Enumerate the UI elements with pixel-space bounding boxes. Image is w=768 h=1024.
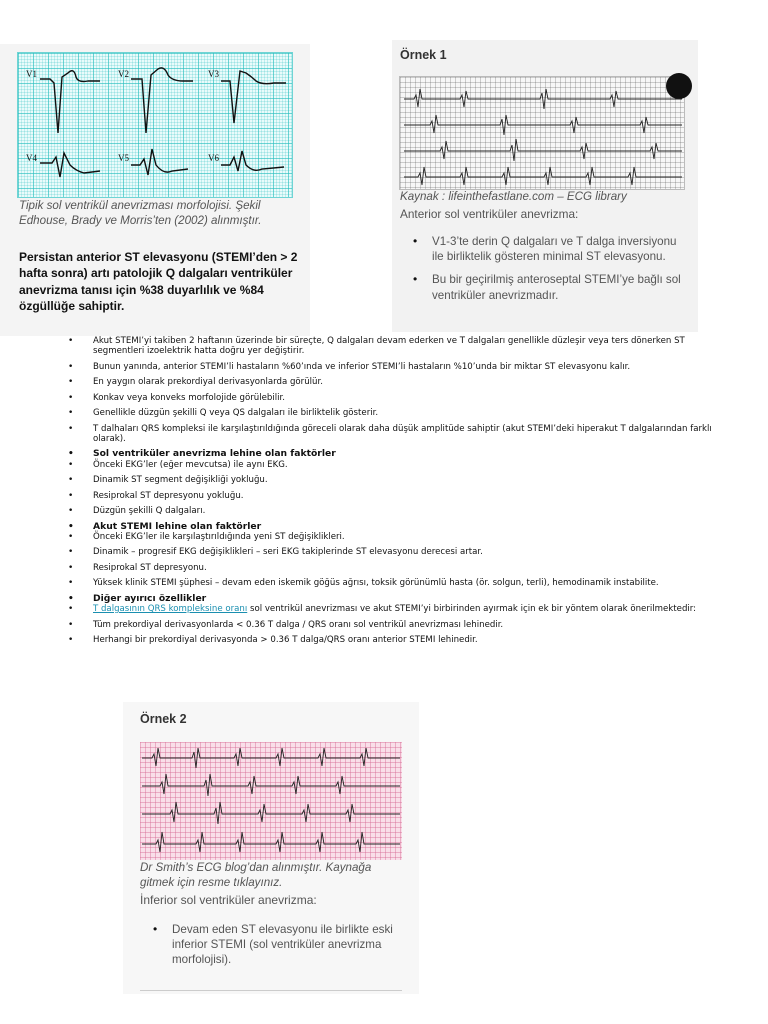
lead-label-v2: V2 [118, 69, 129, 79]
lead-label-v3: V3 [208, 69, 219, 79]
example2-caption: Dr Smith’s ECG blog’dan alınmıştır. Kaynağa gitmek için resme tıklayınız. [140, 861, 372, 889]
list-item: • Akut STEMI’yi takiben 2 haftanın üzerinde bir süreçte, Q dalgaları devam ederken ve T dalgaları genellikle düzleşir veya ters dönerken ST segmentleri izoelektrik hatta doğru yer değiştirir. [0, 336, 768, 356]
lead-label-v5: V5 [118, 153, 129, 163]
list-item: • V1-3’te derin Q dalgaları ve T dalga inversiyonu ile birliktelik gösteren minimal ST elevasyonu. [400, 234, 690, 264]
list-item: • Resiprokal ST depresyonu yokluğu. [0, 491, 768, 501]
t-qrs-ratio-text: sol ventrikül anevrizması ve akut STEMI’yi birbirinden ayırmak için ek bir yöntem olarak önerilmektedir: [247, 604, 697, 615]
list-item: • Dinamik ST segment değişikliği yokluğu. [0, 475, 768, 485]
example1-title: Örnek 1 [400, 48, 447, 62]
figure-left-bold-text: Persistan anterior ST elevasyonu (STEMI’den > 2 hafta sonra) artı patolojik Q dalgaları ventriküler anevrizma tanısı için %38 duyarlılık ve %84 özgüllüğe sahiptir. [19, 250, 298, 314]
trace-v3 [221, 71, 286, 123]
trace-v4 [40, 153, 100, 177]
t-qrs-ratio-item [0, 604, 768, 614]
example2-title: Örnek 2 [140, 712, 187, 726]
example2-subtitle: İnferior sol ventriküler anevrizma: [140, 893, 317, 907]
list-item: • Konkav veya konveks morfolojide görülebilir. [0, 393, 768, 403]
list-item: • Devam eden ST elevasyonu ile birlikte eski inferior STEMI (sol ventriküler anevrizma morfolojisi). [140, 922, 402, 968]
lva-factors-heading: • Sol ventriküler anevrizma lehine olan faktörler [0, 449, 768, 459]
list-item: • T dalhaları QRS kompleksi ile karşılaştırıldığında göreceli olarak daha düşük amplitüde sahiptir (akut STEMI’deki hiperakut T dalgalarından farklı olarak). [0, 424, 768, 444]
lead-label-v6: V6 [208, 153, 219, 163]
example1-subtitle: Anterior sol ventriküler anevrizma: [400, 207, 579, 221]
list-item: • En yaygın olarak prekordiyal derivasyonlarda görülür. [0, 377, 768, 387]
trace-v2 [131, 68, 193, 133]
example1-panel [392, 40, 698, 332]
example2-ecg-image[interactable] [140, 742, 402, 860]
figure-left-caption: Tipik sol ventrikül anevrizması morfolojisi. Şekil Edhouse, Brady ve Morris’ten (2002) alınmıştır. [19, 199, 262, 227]
list-item: • Dinamik – progresif EKG değişiklikleri – seri EKG takiplerinde ST elevasyonu derecesi artar. [0, 547, 768, 557]
list-item: • Genellikle düzgün şekilli Q veya QS dalgaları ile birliktelik gösterir. [0, 408, 768, 418]
list-item: • Önceki EKG’ler (eğer mevcutsa) ile aynı EKG. [0, 460, 768, 470]
example1-ecg-image[interactable] [399, 76, 685, 190]
divider [140, 990, 402, 991]
lead-label-v1: V1 [26, 69, 37, 79]
list-item: • Bu bir geçirilmiş anteroseptal STEMI’ye bağlı sol ventriküler anevrizmadır. [400, 272, 690, 302]
list-item: • Resiprokal ST depresyonu. [0, 563, 768, 573]
list-item: • Herhangi bir prekordiyal derivasyonda > 0.36 T dalga/QRS oranı anterior STEMI lehinedir. [0, 635, 768, 645]
other-features-heading: • Diğer ayırıcı özellikler [0, 594, 768, 604]
trace-v5 [131, 149, 188, 175]
example1-bullet-list [400, 234, 690, 311]
list-item: • Tüm prekordiyal derivasyonlarda < 0.36 T dalga / QRS oranı sol ventrikül anevrizması lehinedir. [0, 620, 768, 630]
list-item: • Önceki EKG’ler ile karşılaştırıldığında yeni ST değişiklikleri. [0, 532, 768, 542]
trace-v1 [40, 71, 100, 133]
main-bullet-list [0, 336, 768, 651]
t-qrs-ratio-link[interactable]: T dalgasının QRS kompleksine oranı [93, 604, 248, 615]
trace-v6 [221, 151, 284, 171]
example1-source: Kaynak : lifeinthefastlane.com – ECG library [400, 190, 627, 203]
list-item: • Düzgün şekilli Q dalgaları. [0, 506, 768, 516]
example2-bullet-list [140, 922, 402, 976]
example2-panel [123, 702, 419, 994]
lv-aneurysm-ecg-image [17, 52, 293, 198]
list-item: • Yüksek klinik STEMI şüphesi – devam eden iskemik göğüs ağrısı, toksik görünümlü hasta (ör. solgun, terli), hemodinamik instabilite. [0, 578, 768, 588]
list-item: • Bunun yanında, anterior STEMI’li hastaların %60’ında ve inferior STEMI’li hastaların %10’unda bir miktar ST elevasyonu kalır. [0, 362, 768, 372]
lead-label-v4: V4 [26, 153, 37, 163]
figure-left-panel [0, 44, 310, 336]
stemi-factors-heading: • Akut STEMI lehine olan faktörler [0, 522, 768, 532]
